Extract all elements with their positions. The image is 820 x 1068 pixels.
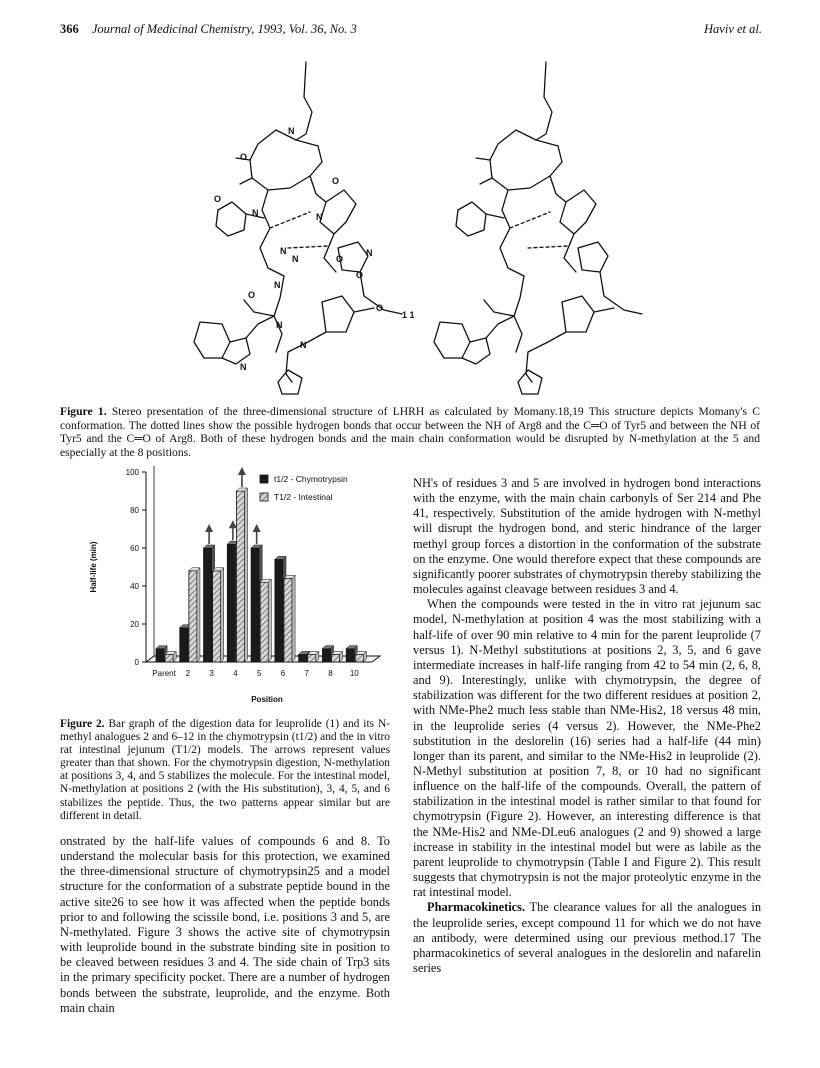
legend-label: T1/2 - Intestinal <box>274 492 333 502</box>
atom-label: O <box>336 254 344 264</box>
figure-2-caption-text: Bar graph of the digestion data for leuprolide (1) and its N-methyl analogues 2 and 6–12 in the chymotrypsin (t1/2) and the in vitro rat intestinal jejunum (T1/2) models. The arrows represent values greater than that shown. For the chymotrypsin digestion, N-methylation at positions 3, 4, and 5 stabilizes the molecule. For the intestinal model, N-methylation at positions 2 (with the His substitution), 3, 4, 5, and 6 stabilizes the peptide. Thus, the two patterns appear similar but are different in detail. <box>60 718 390 822</box>
bar <box>227 544 235 662</box>
figure-1-caption-text: Stereo presentation of the three-dimensional structure of LHRH as calculated by Momany.18,19 This structure depicts Momany's C conformation. The dotted lines show the possible hydrogen bonds that occur between the NH of Arg8 and the C═O of Tyr5 and between the NH of Tyr5 and the C═O of Arg8. Both of these hydrogen bonds and the main chain conformation would be disrupted by N-methylation at the 5 and especially at the 8 positions. <box>60 405 760 459</box>
x-tick-label: 2 <box>185 669 191 678</box>
bar <box>180 628 188 662</box>
x-tick-label: 4 <box>233 669 238 678</box>
greater-than-arrowhead <box>238 467 246 475</box>
bar <box>275 559 283 662</box>
bar-side <box>268 579 271 662</box>
atom-label: N <box>274 280 281 290</box>
atom-label: O <box>332 176 340 186</box>
atom-label: N <box>300 340 307 350</box>
legend-swatch <box>260 475 268 483</box>
greater-than-arrowhead <box>205 524 213 532</box>
x-tick-label: 3 <box>209 669 214 678</box>
atom-label: N <box>276 320 283 330</box>
bar <box>156 649 164 662</box>
atom-label: N <box>280 246 287 256</box>
atom-label: O <box>356 270 364 280</box>
page-number: 366 <box>60 22 79 36</box>
left-column-text: onstrated by the half-life values of compounds 6 and 8. To understand the molecular basis for this protection, we examined the three-dimensional structure of chymotrypsin25 and a model structure for the conformation of a substrate peptide bound in the active site26 to see how it was affected when the peptide bonds prior to and following the scissile bond, i.e. positions 3 and 5, are N-methylated. Figure 3 shows the active site of chymotrypsin with leuprolide bound in the substrate binding site in position to be cleaved between residues 3 and 4. The side chain of Trp3 sits in the primary specificity pocket. There are a number of hydrogen bonds between the substrate, leuprolide, and the enzyme. Both main chain <box>60 834 390 1015</box>
bar-side <box>221 568 224 662</box>
half-life-bar-chart <box>72 464 392 708</box>
x-tick-label: 6 <box>280 669 286 678</box>
bar <box>299 654 307 662</box>
x-tick-label: Parent <box>152 669 176 678</box>
y-tick-label: 60 <box>130 544 139 553</box>
y-tick-label: 80 <box>130 506 139 515</box>
atom-label: N <box>366 248 373 258</box>
y-tick-label: 40 <box>130 582 139 591</box>
header-authors: Haviv et al. <box>704 22 762 36</box>
atom-label: 1 1 <box>402 310 415 320</box>
bar <box>165 654 173 662</box>
paragraph: NH's of residues 3 and 5 are involved in hydrogen bond interactions with the enzyme, with the main chain carbonyls of Ser 214 and Phe 41, respectively. Substitution of the amide hydrogen with N-methyl will disrupt the hydrogen bond, and steric hindrance of the larger methyl group forces a distortion in the conformation of the substrate on the enzyme. One would therefore expect that these compounds are significantly poorer substrates of chymotrypsin thereby stabilizing the molecules against cleavage between residues 3 and 4. <box>413 476 761 597</box>
bar <box>213 571 221 662</box>
legend-label: t1/2 - Chymotrypsin <box>274 474 348 484</box>
bar-side <box>292 575 295 662</box>
atom-label: O <box>376 303 384 313</box>
figure-2-label: Figure 2. <box>60 718 105 730</box>
bar <box>260 582 268 662</box>
legend-swatch <box>260 493 268 501</box>
x-tick-label: 7 <box>304 669 309 678</box>
bar <box>346 649 354 662</box>
section-heading: Pharmacokinetics. <box>427 900 526 915</box>
stereo-structure-figure <box>188 52 658 402</box>
x-tick-label: 5 <box>256 669 262 678</box>
y-tick-label: 0 <box>134 658 139 667</box>
running-header <box>60 22 762 40</box>
bar <box>308 654 316 662</box>
bar <box>284 578 292 662</box>
figure-2-caption <box>60 718 390 823</box>
bar <box>332 654 340 662</box>
paragraph: When the compounds were tested in the in vitro rat jejunum sac model, N-methylation at position 4 was the most stabilizing with a half-life of over 90 min relative to 4 min for the parent leuprolide (7 versus 1). N-Methyl substitutions at positions 2, 3, 5, and 6 gave intermediate increases in half-life ranging from 42 to 54 min (2, 6, 8, and 9). Interestingly, unlike with chymotrypsin, the degree of stabilization was different for the two different residues at position 2, with NMe-Phe2 much less stable than NMe-His2, 18 versus 48 min, in the leuprolide series (4 versus 2). However, the NMe-Phe2 substitution in the deslorelin (16) series had a half-life (44 min) longer than its parent, and similar to the NMe-His2 in leuprolide (2). N-Methyl substitution at position 7, 8, or 10 had no significant influence on the half-life of the compounds. Overall, the pattern of stabilization in the intestinal model is rather similar to that found for chymotrypsin (Figure 2). However, an interesting difference is that the NMe-His2 and NMe-DLeu6 analogues (2 and 9) showed a large increase in stability in the intestinal model but were as labile as the parent leuprolide to chymotrypsin (Table I and Figure 2). This result suggests that chymotrypsin is not the major proteolytic enzyme in the rat intestinal model. <box>413 597 761 900</box>
x-tick-label: 10 <box>349 669 359 678</box>
atom-label: O <box>240 152 248 162</box>
atom-label: N <box>240 362 247 372</box>
atom-label: O <box>248 290 256 300</box>
atom-label: N <box>292 254 299 264</box>
atom-label: N <box>252 208 259 218</box>
figure-1-caption <box>60 405 760 459</box>
bar-side <box>245 488 248 662</box>
bar <box>204 548 212 662</box>
greater-than-arrowhead <box>253 524 261 532</box>
bar <box>355 654 363 662</box>
y-axis-label: Half-life (min) <box>89 541 98 593</box>
bar <box>251 548 259 662</box>
greater-than-arrowhead <box>229 520 237 528</box>
journal-citation: Journal of Medicinal Chemistry, 1993, Vol. 36, No. 3 <box>91 22 357 36</box>
atom-label: N <box>316 212 323 222</box>
y-tick-label: 100 <box>125 468 139 477</box>
bar <box>236 491 244 662</box>
bar <box>189 571 197 662</box>
atom-label: O <box>214 194 222 204</box>
atom-label: N <box>288 126 295 136</box>
paragraph <box>413 900 761 976</box>
y-tick-label: 20 <box>130 620 139 629</box>
right-column <box>413 476 761 976</box>
x-axis-label: Position <box>251 695 283 704</box>
bar <box>322 649 330 662</box>
x-tick-label: 8 <box>328 669 333 678</box>
paragraph-text: The clearance values for all the analogues in the leuprolide series, except compound 11 for which we do not have an antibody, were determined using our previous method.17 The pharmacokinetics of several analogues in the deslorelin and nafarelin series <box>413 900 762 975</box>
bar-side <box>197 568 200 662</box>
figure-1-label: Figure 1. <box>60 405 107 418</box>
